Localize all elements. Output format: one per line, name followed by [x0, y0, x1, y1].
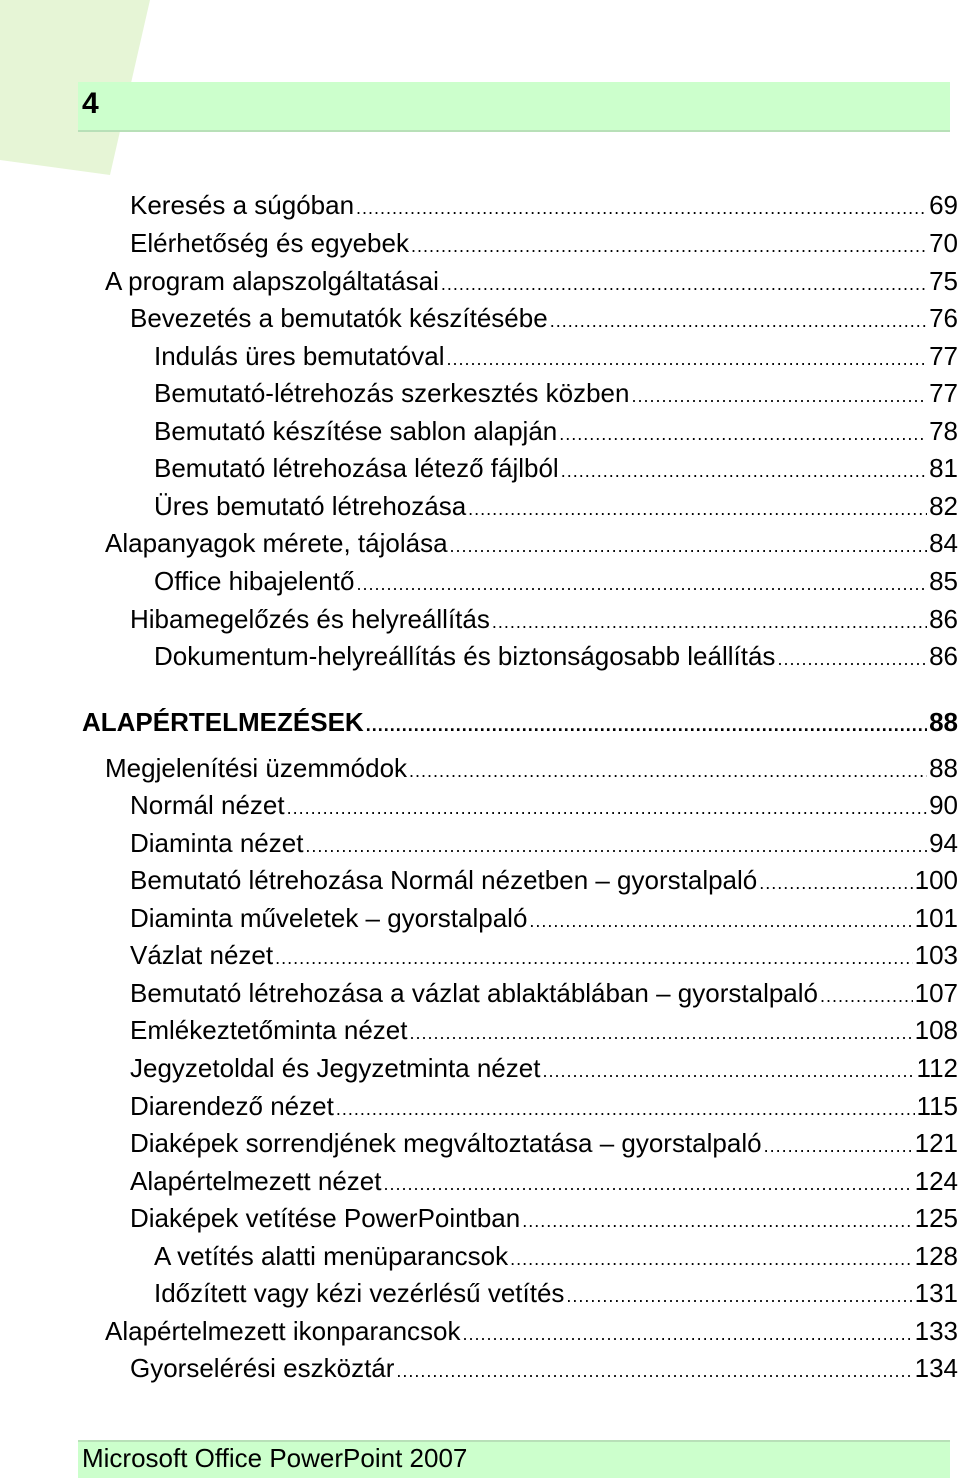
toc-entry-title: Bemutató létrehozása a vázlat ablaktáblában – gyorstalpaló	[130, 978, 818, 1008]
toc-entry[interactable]	[130, 1350, 958, 1386]
toc-entry[interactable]	[130, 1163, 958, 1199]
toc-leader-dots	[409, 1015, 912, 1051]
toc-entry[interactable]	[130, 900, 958, 936]
toc-leader-dots	[492, 604, 927, 640]
toc-leader-dots	[450, 528, 928, 564]
toc-leader-dots	[441, 266, 927, 302]
toc-leader-dots	[820, 978, 913, 1014]
toc-entry-title: Bemutató készítése sablon alapján	[154, 416, 558, 446]
page-number: 4	[82, 87, 99, 120]
toc-entry-page: 115	[916, 1091, 958, 1121]
toc-entry-title: Diaminta műveletek – gyorstalpaló	[130, 903, 528, 933]
toc-leader-dots	[468, 491, 927, 527]
toc-entry[interactable]	[105, 750, 958, 786]
toc-entry-page: 108	[914, 1015, 958, 1045]
toc-entry-page: 107	[914, 978, 958, 1008]
toc-entry-title: Hibamegelőzés és helyreállítás	[130, 604, 490, 634]
page-header	[78, 82, 950, 132]
toc-entry-page: 77	[929, 378, 958, 408]
toc-entry-title: Keresés a súgóban	[130, 190, 355, 220]
toc-leader-dots	[522, 1203, 912, 1239]
toc-entry[interactable]	[154, 413, 958, 449]
toc-entry-page: 128	[914, 1241, 958, 1271]
toc-entry[interactable]	[154, 450, 958, 486]
toc-chapter-entry[interactable]	[82, 704, 958, 740]
toc-entry-title: Alapanyagok mérete, tájolása	[105, 528, 448, 558]
toc-entry-title: A program alapszolgáltatásai	[105, 266, 439, 296]
toc-entry-title: Diaképek vetítése PowerPointban	[130, 1203, 521, 1233]
toc-entry[interactable]	[154, 338, 958, 374]
toc-entry-page: 84	[929, 528, 958, 558]
toc-entry-page: 131	[914, 1278, 958, 1308]
toc-entry-page: 88	[929, 707, 958, 737]
toc-entry-title: Alapértelmezett nézet	[130, 1166, 382, 1196]
toc-entry-title: Diarendező nézet	[130, 1091, 334, 1121]
toc-entry[interactable]	[130, 975, 958, 1011]
toc-entry[interactable]	[130, 225, 958, 261]
toc-entry[interactable]	[130, 601, 958, 637]
toc-entry-title: Időzített vagy kézi vezérlésű vetítés	[154, 1278, 565, 1308]
toc-entry-page: 88	[929, 753, 958, 783]
toc-entry-page: 69	[929, 190, 958, 220]
toc-entry-title: Jegyzetoldal és Jegyzetminta nézet	[130, 1053, 541, 1083]
toc-entry[interactable]	[154, 563, 958, 599]
toc-entry-title: ALAPÉRTELMEZÉSEK	[82, 707, 364, 737]
toc-leader-dots	[529, 903, 912, 939]
toc-leader-dots	[409, 753, 927, 789]
toc-entry-page: 82	[929, 491, 958, 521]
toc-leader-dots	[559, 416, 927, 452]
toc-leader-dots	[510, 1241, 913, 1277]
toc-entry-page: 86	[929, 604, 958, 634]
footer-title: Microsoft Office PowerPoint 2007	[82, 1443, 468, 1473]
toc-entry-title: A vetítés alatti menüparancsok	[154, 1241, 509, 1271]
toc-entry-title: Indulás üres bemutatóval	[154, 341, 445, 371]
toc-entry-title: Bevezetés a bemutatók készítésébe	[130, 303, 548, 333]
toc-leader-dots	[764, 1128, 913, 1164]
toc-leader-dots	[447, 341, 928, 377]
toc-entry[interactable]	[130, 1050, 958, 1086]
toc-entry-page: 94	[929, 828, 958, 858]
toc-leader-dots	[383, 1166, 912, 1202]
toc-entry-page: 125	[914, 1203, 958, 1233]
toc-entry[interactable]	[130, 1012, 958, 1048]
toc-entry-page: 85	[929, 566, 958, 596]
toc-entry-page: 124	[914, 1166, 958, 1196]
toc-entry-page: 86	[929, 641, 958, 671]
toc-leader-dots	[287, 790, 927, 826]
toc-entry-title: Normál nézet	[130, 790, 285, 820]
toc-entry-page: 112	[916, 1053, 958, 1083]
toc-entry-title: Bemutató-létrehozás szerkesztés közben	[154, 378, 630, 408]
toc-entry[interactable]	[130, 937, 958, 973]
toc-leader-dots	[336, 1091, 915, 1127]
toc-entry-page: 133	[914, 1316, 958, 1346]
toc-entry[interactable]	[154, 1275, 958, 1311]
toc-entry-page: 75	[929, 266, 958, 296]
toc-entry-page: 134	[914, 1353, 958, 1383]
toc-entry[interactable]	[130, 862, 958, 898]
toc-leader-dots	[542, 1053, 914, 1089]
toc-leader-dots	[550, 303, 927, 339]
toc-leader-dots	[631, 378, 927, 414]
toc-entry[interactable]	[130, 187, 958, 223]
toc-entry-title: Üres bemutató létrehozása	[154, 491, 467, 521]
toc-entry-page: 100	[914, 865, 958, 895]
toc-entry[interactable]	[154, 638, 958, 674]
toc-leader-dots	[759, 865, 912, 901]
toc-leader-dots	[411, 228, 927, 264]
toc-entry[interactable]	[130, 825, 958, 861]
toc-entry-title: Bemutató létrehozása Normál nézetben – gyorstalpaló	[130, 865, 758, 895]
toc-entry-page: 77	[929, 341, 958, 371]
toc-entry[interactable]	[105, 525, 958, 561]
toc-entry[interactable]	[130, 787, 958, 823]
toc-entry[interactable]	[154, 375, 958, 411]
toc-entry[interactable]	[105, 263, 958, 299]
toc-leader-dots	[566, 1278, 912, 1314]
toc-entry[interactable]	[154, 488, 958, 524]
toc-leader-dots	[366, 707, 927, 743]
toc-entry[interactable]	[130, 300, 958, 336]
toc-entry[interactable]	[130, 1125, 958, 1161]
toc-entry[interactable]	[130, 1200, 958, 1236]
toc-entry-title: Vázlat nézet	[130, 940, 274, 970]
toc-leader-dots	[305, 828, 927, 864]
toc-entry-title: Dokumentum-helyreállítás és biztonságosabb leállítás	[154, 641, 776, 671]
toc-entry-page: 101	[914, 903, 958, 933]
toc-leader-dots	[356, 190, 927, 226]
toc-entry-title: Diaképek sorrendjének megváltoztatása – gyorstalpaló	[130, 1128, 762, 1158]
toc-entry-title: Gyorselérési eszköztár	[130, 1353, 395, 1383]
toc-entry-page: 81	[929, 453, 958, 483]
toc-entry[interactable]	[130, 1088, 958, 1124]
toc-entry-page: 70	[929, 228, 958, 258]
toc-leader-dots	[356, 566, 927, 602]
toc-entry-title: Emlékeztetőminta nézet	[130, 1015, 408, 1045]
toc-entry-title: Diaminta nézet	[130, 828, 304, 858]
toc-leader-dots	[561, 453, 927, 489]
toc-entry-title: Elérhetőség és egyebek	[130, 228, 409, 258]
toc-entry-page: 90	[929, 790, 958, 820]
toc-entry-page: 121	[914, 1128, 958, 1158]
toc-leader-dots	[463, 1316, 913, 1352]
toc-entry[interactable]	[105, 1313, 958, 1349]
toc-leader-dots	[396, 1353, 912, 1389]
toc-entry-page: 78	[929, 416, 958, 446]
toc-entry-page: 76	[929, 303, 958, 333]
toc-entry-title: Alapértelmezett ikonparancsok	[105, 1316, 461, 1346]
toc-entry-title: Bemutató létrehozása létező fájlból	[154, 453, 559, 483]
toc-leader-dots	[777, 641, 927, 677]
toc-entry-page: 103	[914, 940, 958, 970]
toc-entry-title: Office hibajelentő	[154, 566, 355, 596]
toc-entry[interactable]	[154, 1238, 958, 1274]
toc-leader-dots	[275, 940, 913, 976]
toc-entry-title: Megjelenítési üzemmódok	[105, 753, 408, 783]
